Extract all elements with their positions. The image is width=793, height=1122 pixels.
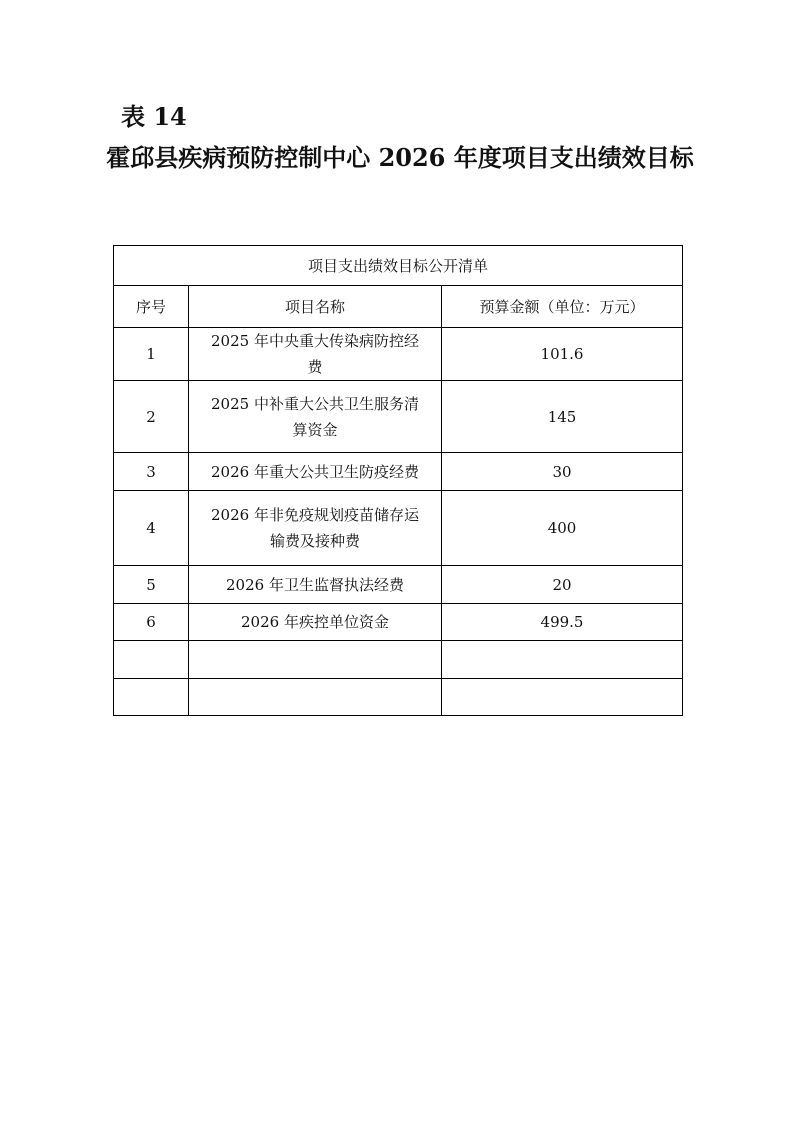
row-no: [114, 641, 189, 679]
header-no: 序号: [114, 286, 189, 328]
table-row: [114, 328, 683, 381]
row-amount: 20: [442, 566, 683, 604]
table-row: [114, 566, 683, 604]
table-row-empty: [114, 641, 683, 679]
table-row: [114, 453, 683, 491]
row-no: 4: [114, 491, 189, 566]
table-header-row: [114, 286, 683, 328]
row-no: 2: [114, 381, 189, 453]
header-name: 项目名称: [189, 286, 442, 328]
row-amount: 101.6: [442, 328, 683, 381]
row-name: 2026 年非免疫规划疫苗储存运输费及接种费: [189, 491, 442, 566]
row-amount: [442, 679, 683, 716]
row-name: 2026 年卫生监督执法经费: [189, 566, 442, 604]
table-row: [114, 491, 683, 566]
row-name: 2025 中补重大公共卫生服务清算资金: [189, 381, 442, 453]
table-row: [114, 604, 683, 641]
table-caption: 项目支出绩效目标公开清单: [114, 246, 683, 286]
row-name: 2026 年疾控单位资金: [189, 604, 442, 641]
row-name: [189, 641, 442, 679]
row-no: 3: [114, 453, 189, 491]
document-title: 霍邱县疾病预防控制中心 2026 年度项目支出绩效目标: [106, 143, 694, 172]
row-name: [189, 679, 442, 716]
budget-table: [113, 245, 683, 716]
table-number: 表 14: [121, 102, 187, 131]
row-amount: [442, 641, 683, 679]
row-no: 6: [114, 604, 189, 641]
table-row-empty: [114, 679, 683, 716]
row-no: 5: [114, 566, 189, 604]
table-caption-row: [114, 246, 683, 286]
row-no: 1: [114, 328, 189, 381]
table-row: [114, 381, 683, 453]
row-amount: 400: [442, 491, 683, 566]
row-amount: 30: [442, 453, 683, 491]
row-name: 2025 年中央重大传染病防控经费: [189, 328, 442, 381]
header-amount: 预算金额（单位：万元）: [442, 286, 683, 328]
row-amount: 145: [442, 381, 683, 453]
row-name: 2026 年重大公共卫生防疫经费: [189, 453, 442, 491]
row-amount: 499.5: [442, 604, 683, 641]
row-no: [114, 679, 189, 716]
